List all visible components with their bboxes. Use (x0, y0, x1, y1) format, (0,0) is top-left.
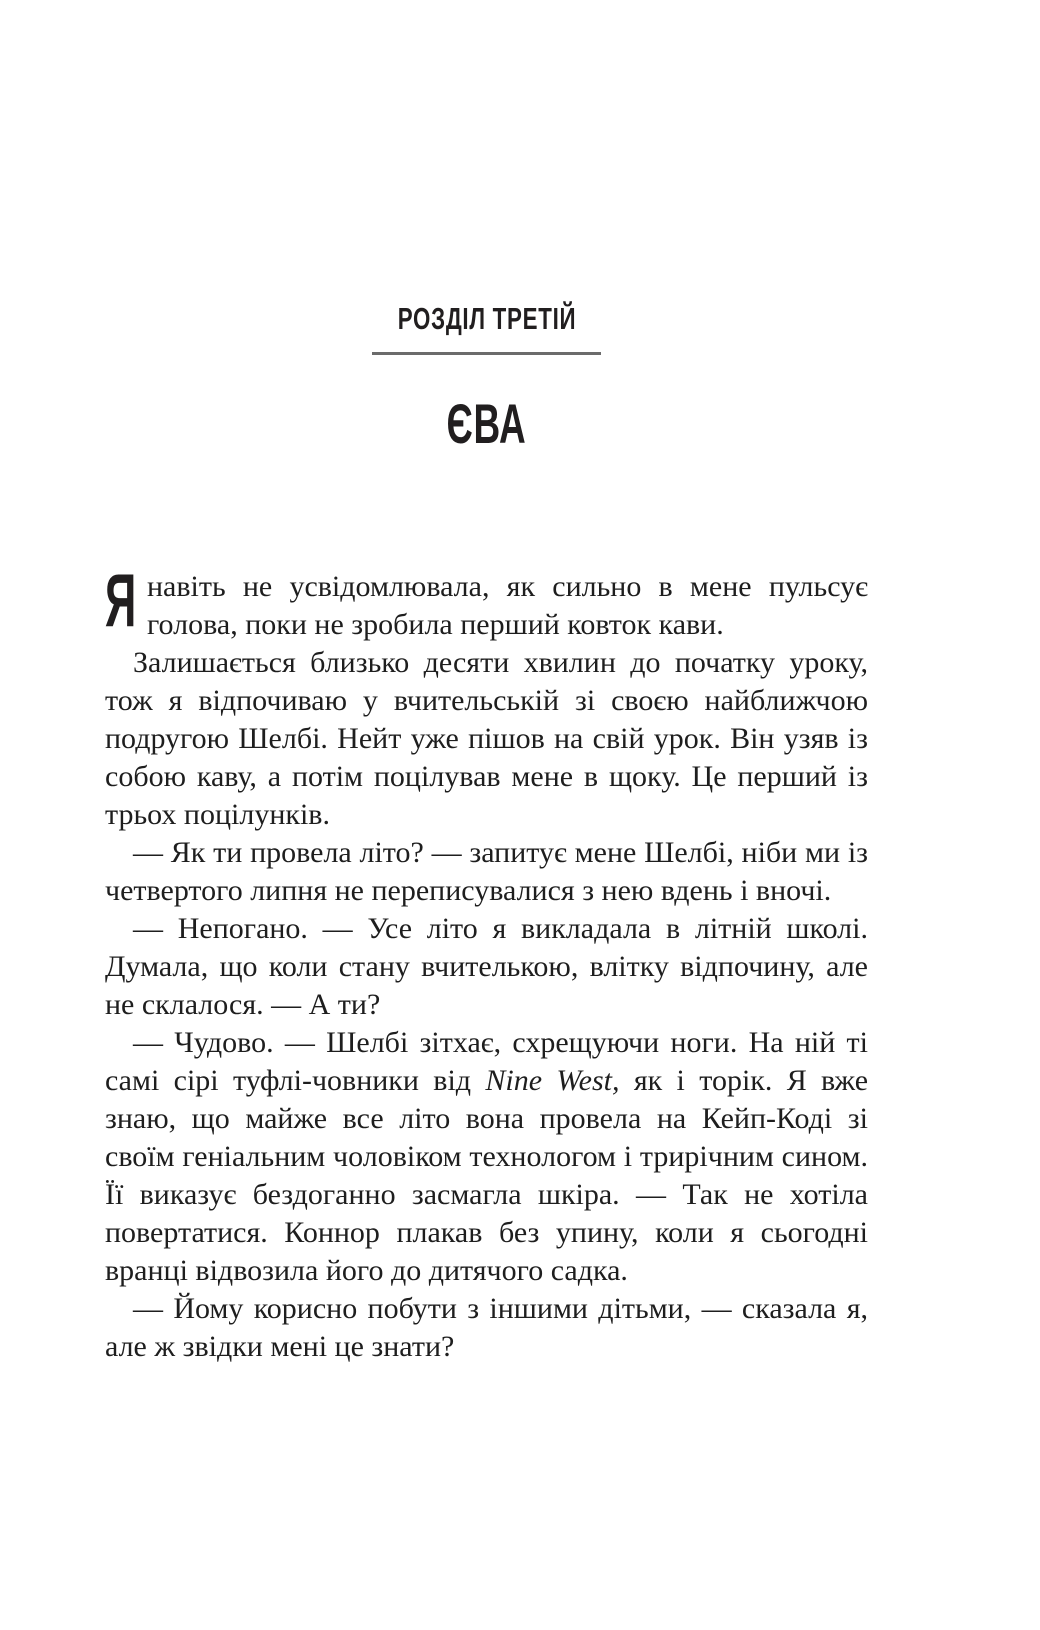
italic-text: Nine West, (485, 1064, 620, 1097)
paragraph: Я навіть не усвідомлювала, як сильно в мене пульсує голова, поки не зробила перший ковток кави. (105, 558, 868, 642)
chapter-title (105, 392, 868, 455)
paragraph: — Чудово. — Шелбі зітхає, схрещуючи ноги. На ній ті самі сірі туфлі-човники від Nine West, як і торік. Я вже знаю, що майже все літо вона провела на Кейп-Коді зі своїм геніальним чоловіком технологом і трирічним сином. Її виказує бездоганно засмагла шкіра. — Так не хотіла повертатися. Коннор плакав без упину, коли я сьогодні вранці відвозила його до дитячого садка. (105, 1026, 869, 1287)
chapter-header (105, 301, 868, 455)
chapter-divider-rule (372, 352, 601, 355)
drop-cap (105, 558, 137, 644)
paragraph: — Як ти провела літо? — запитує мене Шелбі, ніби ми із четвертого липня не переписувалися з нею вдень і вночі. (105, 836, 868, 907)
body-text (105, 558, 869, 1366)
paragraph: Залишається близько десяти хвилин до початку уроку, тож я відпочиваю у вчительській зі своєю найближчою подругою Шелбі. Нейт уже пішов на свій урок. Він узяв із собою каву, а потім поцілував мене в щоку. Це перший із трьох поцілунків. (105, 646, 868, 831)
chapter-label-text: РОЗДІЛ ТРЕТІЙ (397, 301, 576, 336)
drop-cap-letter: Я (105, 558, 137, 642)
chapter-title-text: ЄВА (446, 392, 527, 455)
chapter-label (105, 302, 868, 336)
paragraph: — Йому корисно побути з іншими дітьми, — сказала я, але ж звідки мені це знати? (105, 1292, 868, 1363)
paragraph: — Непогано. — Усе літо я викладала в літній школі. Думала, що коли стану вчителькою, влітку відпочину, але не склалося. — А ти? (105, 912, 868, 1021)
